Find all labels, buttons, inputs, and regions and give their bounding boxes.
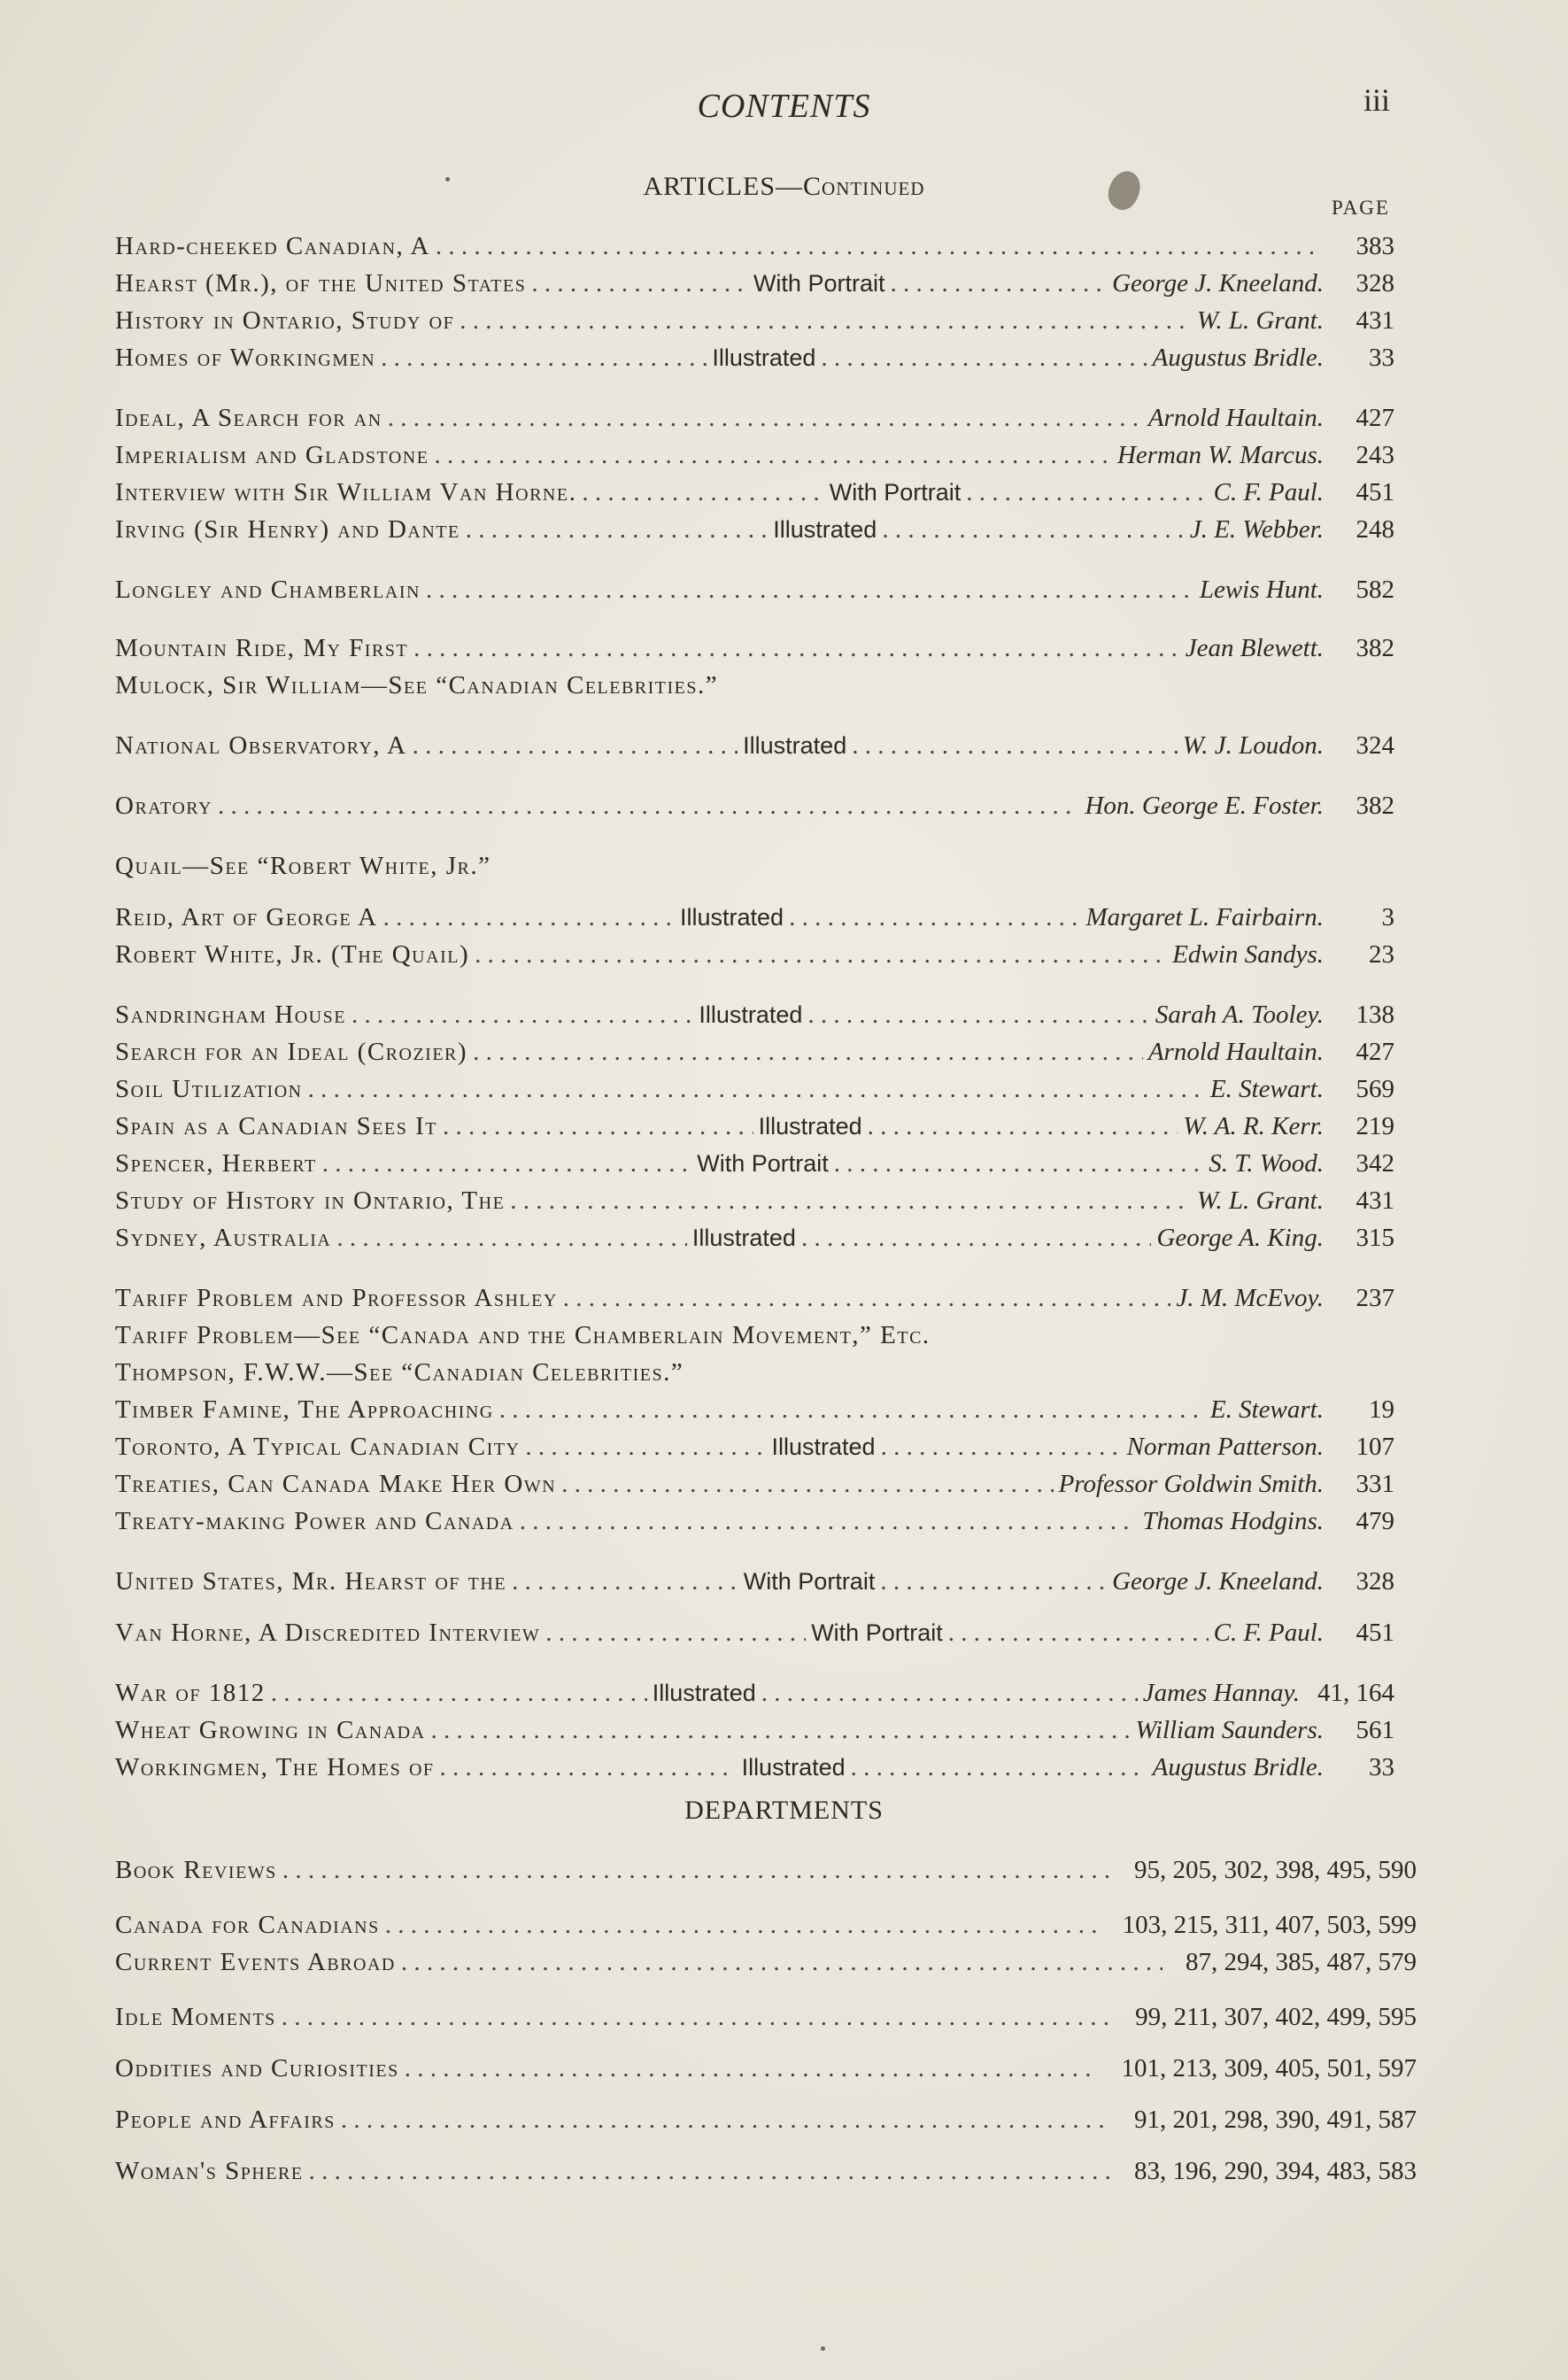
leader-dots xyxy=(531,269,748,298)
entry-author: Norman Patterson. xyxy=(1126,1433,1324,1461)
department-entry xyxy=(115,2054,1417,2083)
speck xyxy=(821,2346,825,2351)
entry-page: 3 xyxy=(1381,903,1394,931)
leader-dots xyxy=(868,1112,1178,1141)
toc-entry xyxy=(115,1567,1394,1596)
entry-title: Study of History in Ontario, The xyxy=(115,1186,506,1215)
toc-entry xyxy=(115,478,1394,507)
entry-title: United States, Mr. Hearst of the xyxy=(115,1567,507,1596)
entry-page: 138 xyxy=(1356,1001,1394,1029)
leader-dots xyxy=(381,344,707,373)
entry-title: Treaties, Can Canada Make Her Own xyxy=(115,1470,557,1498)
department-entry xyxy=(115,2106,1417,2135)
leader-dots xyxy=(761,1679,1138,1708)
leader-dots xyxy=(789,903,1080,932)
entry-author: Augustus Bridle. xyxy=(1152,344,1324,372)
toc-entry xyxy=(115,306,1394,336)
entry-author: Lewis Hunt. xyxy=(1199,576,1324,604)
entry-page: 41, 164 xyxy=(1317,1679,1394,1707)
leader-dots xyxy=(341,2106,1111,2135)
entry-author: J. E. Webber. xyxy=(1189,515,1324,544)
leader-dots xyxy=(308,1075,1205,1104)
page-title: CONTENTS xyxy=(697,88,871,125)
entry-author: W. A. R. Kerr. xyxy=(1183,1112,1324,1140)
entry-title: Soil Utilization xyxy=(115,1075,303,1103)
department-title: Canada for Canadians xyxy=(115,1911,380,1939)
leader-dots xyxy=(413,634,1180,663)
entry-page: 382 xyxy=(1356,634,1394,662)
entry-page: 248 xyxy=(1356,515,1394,544)
entry-title: Mountain Ride, My First xyxy=(115,634,409,662)
departments-heading: DEPARTMENTS xyxy=(684,1796,884,1825)
entry-note: With Portrait xyxy=(829,479,962,506)
toc-entry xyxy=(115,1619,1394,1648)
entry-author: Arnold Haultain. xyxy=(1147,404,1324,432)
toc-entry xyxy=(115,731,1394,761)
entry-page: 451 xyxy=(1356,1619,1394,1647)
entry-author: George A. King. xyxy=(1156,1224,1324,1252)
leader-dots xyxy=(801,1224,1152,1253)
entry-note: With Portrait xyxy=(743,1568,876,1595)
leader-dots xyxy=(582,478,823,507)
entry-author: Thomas Hodgins. xyxy=(1142,1507,1324,1535)
toc-entry xyxy=(115,1112,1394,1141)
leader-dots xyxy=(882,515,1185,545)
department-entry xyxy=(115,2157,1417,2186)
toc-entry xyxy=(115,1433,1394,1462)
entry-author: William Saunders. xyxy=(1135,1716,1324,1744)
page-number: iii xyxy=(1363,82,1391,118)
entry-note: Illustrated xyxy=(758,1113,862,1140)
entry-note: Illustrated xyxy=(741,1754,846,1781)
entry-page: 243 xyxy=(1356,441,1394,469)
toc-entry xyxy=(115,576,1394,605)
leader-dots xyxy=(545,1619,806,1648)
toc-entry xyxy=(115,1679,1394,1708)
entry-title: Treaty-making Power and Canada xyxy=(115,1507,514,1535)
toc-entry xyxy=(115,344,1394,373)
entry-title: Toronto, A Typical Canadian City xyxy=(115,1433,521,1461)
entry-page: 431 xyxy=(1356,1186,1394,1215)
leader-dots xyxy=(807,1001,1149,1030)
entry-author: W. L. Grant. xyxy=(1196,306,1324,335)
entry-title: Imperialism and Gladstone xyxy=(115,441,429,469)
toc-entry xyxy=(115,1001,1394,1030)
leader-dots xyxy=(890,269,1107,298)
toc-entry xyxy=(115,1470,1394,1499)
entry-author: Jean Blewett. xyxy=(1185,634,1324,662)
leader-dots xyxy=(271,1679,647,1708)
entry-author: E. Stewart. xyxy=(1209,1075,1324,1103)
entry-page: 328 xyxy=(1356,269,1394,298)
entry-page: 23 xyxy=(1369,940,1394,969)
entry-note: Illustrated xyxy=(691,1225,796,1251)
toc-entry xyxy=(115,1075,1394,1104)
entry-page: 561 xyxy=(1356,1716,1394,1744)
entry-title: Thompson, F.W.W.—See “Canadian Celebrities.” xyxy=(115,1358,684,1387)
leader-dots xyxy=(499,1395,1205,1425)
entry-page: 427 xyxy=(1356,404,1394,432)
entry-title: Tariff Problem—See “Canada and the Chamberlain Movement,” Etc. xyxy=(115,1321,931,1349)
entry-page: 315 xyxy=(1356,1224,1394,1252)
entry-title: National Observatory, A xyxy=(115,731,407,760)
department-entry xyxy=(115,1948,1417,1977)
entry-author: S. T. Wood. xyxy=(1209,1149,1324,1178)
entry-title: Reid, Art of George A xyxy=(115,903,378,931)
entry-note: With Portrait xyxy=(811,1619,943,1646)
entry-author: James Hannay. xyxy=(1142,1679,1300,1707)
entry-page: 324 xyxy=(1356,731,1394,760)
leader-dots xyxy=(821,344,1147,373)
entry-author: Sarah A. Tooley. xyxy=(1155,1001,1324,1029)
entry-author: George J. Kneeland. xyxy=(1112,1567,1324,1596)
leader-dots xyxy=(431,1716,1131,1745)
articles-heading-main: ARTICLES— xyxy=(643,172,804,201)
entry-title: Workingmen, The Homes of xyxy=(115,1753,435,1781)
entry-note: Illustrated xyxy=(771,1433,876,1460)
entry-note: Illustrated xyxy=(743,732,847,759)
leader-dots xyxy=(436,232,1318,261)
department-pages: 101, 213, 309, 405, 501, 597 xyxy=(1121,2054,1417,2082)
department-pages: 103, 215, 311, 407, 503, 599 xyxy=(1122,1911,1417,1939)
leader-dots xyxy=(475,940,1167,970)
entry-author: E. Stewart. xyxy=(1209,1395,1324,1424)
toc-entry xyxy=(115,1224,1394,1253)
leader-dots xyxy=(385,1911,1100,1940)
leader-dots xyxy=(309,2157,1111,2186)
toc-entry xyxy=(115,940,1394,970)
department-entry xyxy=(115,1856,1417,1885)
entry-author: J. M. McEvoy. xyxy=(1176,1284,1324,1312)
leader-dots xyxy=(434,441,1111,470)
entry-title: Search for an Ideal (Crozier) xyxy=(115,1038,468,1066)
leader-dots xyxy=(834,1149,1204,1178)
toc-entry xyxy=(115,1284,1394,1313)
toc-entry xyxy=(115,1507,1394,1536)
entry-title: Timber Famine, The Approaching xyxy=(115,1395,494,1424)
entry-author: Augustus Bridle. xyxy=(1152,1753,1325,1781)
entry-note: With Portrait xyxy=(697,1150,829,1177)
leader-dots xyxy=(426,576,1194,605)
toc-entry xyxy=(115,671,1394,700)
speck xyxy=(445,177,450,182)
entry-page: 19 xyxy=(1369,1395,1394,1424)
leader-dots xyxy=(520,1507,1138,1536)
entry-author: Margaret L. Fairbairn. xyxy=(1085,903,1324,931)
toc-entry xyxy=(115,269,1394,298)
leader-dots xyxy=(336,1224,687,1253)
entry-note: Illustrated xyxy=(652,1680,756,1706)
entry-title: Sandringham House xyxy=(115,1001,346,1029)
entry-title: Van Horne, A Discredited Interview xyxy=(115,1619,541,1647)
toc-entry xyxy=(115,515,1394,545)
entry-author: Herman W. Marcus. xyxy=(1116,441,1324,469)
department-title: Woman's Sphere xyxy=(115,2157,304,2185)
toc-entry xyxy=(115,903,1394,932)
entry-page: 342 xyxy=(1356,1149,1394,1178)
toc-entry xyxy=(115,792,1394,821)
entry-author: C. F. Paul. xyxy=(1213,478,1325,506)
department-pages: 83, 196, 290, 394, 483, 583 xyxy=(1134,2157,1417,2185)
entry-title: War of 1812 xyxy=(115,1679,266,1707)
entry-title: Ideal, A Search for an xyxy=(115,404,382,432)
department-pages: 99, 211, 307, 402, 499, 595 xyxy=(1135,2003,1417,2031)
page-column-label: PAGE xyxy=(1332,197,1390,219)
leader-dots xyxy=(322,1149,692,1178)
entry-author: Arnold Haultain. xyxy=(1147,1038,1324,1066)
entry-page: 33 xyxy=(1369,1753,1395,1781)
leader-dots xyxy=(218,792,1079,821)
toc-entry xyxy=(115,1716,1394,1745)
toc-entry xyxy=(115,1395,1394,1425)
leader-dots xyxy=(561,1470,1053,1499)
leader-dots xyxy=(351,1001,693,1030)
leader-dots xyxy=(948,1619,1209,1648)
leader-dots xyxy=(282,2003,1112,2032)
toc-entry xyxy=(115,232,1394,261)
entry-page: 107 xyxy=(1356,1433,1394,1461)
entry-page: 237 xyxy=(1356,1284,1394,1312)
leader-dots xyxy=(388,404,1143,433)
leader-dots xyxy=(383,903,675,932)
leader-dots xyxy=(473,1038,1143,1067)
entry-page: 383 xyxy=(1356,232,1394,260)
entry-note: With Portrait xyxy=(753,270,885,297)
leader-dots xyxy=(880,1567,1107,1596)
entry-author: C. F. Paul. xyxy=(1213,1619,1324,1647)
entry-note: Illustrated xyxy=(699,1001,803,1028)
leader-dots xyxy=(525,1433,766,1462)
entry-title: History in Ontario, Study of xyxy=(115,306,455,335)
entry-page: 451 xyxy=(1356,478,1395,506)
leader-dots xyxy=(510,1186,1192,1216)
entry-author: George J. Kneeland. xyxy=(1112,269,1324,298)
entry-title: Mulock, Sir William—See “Canadian Celebrities.” xyxy=(115,671,719,699)
toc-entry xyxy=(115,1753,1394,1782)
entry-page: 328 xyxy=(1356,1567,1394,1596)
leader-dots xyxy=(460,306,1192,336)
entry-page: 219 xyxy=(1356,1112,1394,1140)
department-entry xyxy=(115,2003,1417,2032)
department-title: Current Events Abroad xyxy=(115,1948,396,1976)
entry-author: Hon. George E. Foster. xyxy=(1085,792,1324,820)
leader-dots xyxy=(282,1856,1111,1885)
entry-title: Hearst (Mr.), of the United States xyxy=(115,269,527,298)
leader-dots xyxy=(851,1753,1147,1782)
leader-dots xyxy=(405,2054,1099,2083)
leader-dots xyxy=(401,1948,1162,1977)
leader-dots xyxy=(881,1433,1122,1462)
leader-dots xyxy=(413,731,738,761)
entry-note: Illustrated xyxy=(680,904,784,931)
leader-dots xyxy=(440,1753,737,1782)
entry-page: 427 xyxy=(1356,1038,1394,1066)
entry-note: Illustrated xyxy=(712,344,816,371)
entry-title: Tariff Problem and Professor Ashley xyxy=(115,1284,558,1312)
entry-title: Robert White, Jr. (The Quail) xyxy=(115,940,470,969)
entry-page: 33 xyxy=(1368,344,1394,372)
department-entry xyxy=(115,1911,1417,1940)
entry-title: Homes of Workingmen xyxy=(115,344,376,372)
entry-author: W. J. Loudon. xyxy=(1182,731,1324,760)
toc-entry xyxy=(115,1149,1394,1178)
toc-entry xyxy=(115,441,1394,470)
entry-note: Illustrated xyxy=(773,516,877,543)
entry-title: Wheat Growing in Canada xyxy=(115,1716,426,1744)
entry-page: 569 xyxy=(1356,1075,1394,1103)
entry-title: Sydney, Australia xyxy=(115,1224,332,1252)
toc-entry xyxy=(115,1038,1394,1067)
entry-title: Irving (Sir Henry) and Dante xyxy=(115,515,460,544)
entry-author: Edwin Sandys. xyxy=(1172,940,1324,969)
department-title: Oddities and Curiosities xyxy=(115,2054,399,2082)
department-title: People and Affairs xyxy=(115,2106,336,2134)
department-pages: 87, 294, 385, 487, 579 xyxy=(1186,1948,1417,1976)
leader-dots xyxy=(852,731,1178,761)
entry-title: Hard-cheeked Canadian, A xyxy=(115,232,430,260)
entry-title: Spain as a Canadian Sees It xyxy=(115,1112,437,1140)
leader-dots xyxy=(466,515,769,545)
entry-page: 382 xyxy=(1356,792,1394,820)
toc-entry xyxy=(115,1358,1394,1387)
department-title: Idle Moments xyxy=(115,2003,276,2031)
entry-page: 479 xyxy=(1356,1507,1394,1535)
leader-dots xyxy=(563,1284,1171,1313)
entry-title: Spencer, Herbert xyxy=(115,1149,317,1178)
entry-title: Quail—See “Robert White, Jr.” xyxy=(115,852,491,880)
leader-dots xyxy=(443,1112,753,1141)
toc-entry xyxy=(115,852,1394,881)
entry-page: 331 xyxy=(1356,1470,1394,1498)
department-pages: 91, 201, 298, 390, 491, 587 xyxy=(1134,2106,1417,2134)
entry-title: Longley and Chamberlain xyxy=(115,576,421,604)
toc-entry xyxy=(115,634,1394,663)
entry-title: Oratory xyxy=(115,792,212,820)
department-title: Book Reviews xyxy=(115,1856,277,1884)
department-pages: 95, 205, 302, 398, 495, 590 xyxy=(1134,1856,1417,1884)
leader-dots xyxy=(512,1567,738,1596)
entry-page: 582 xyxy=(1356,576,1394,604)
entry-title: Interview with Sir William Van Horne. xyxy=(115,478,577,506)
entry-author: Professor Goldwin Smith. xyxy=(1058,1470,1324,1498)
entry-author: W. L. Grant. xyxy=(1196,1186,1324,1215)
leader-dots xyxy=(966,478,1208,507)
entry-page: 431 xyxy=(1356,306,1394,335)
toc-entry xyxy=(115,404,1394,433)
toc-entry xyxy=(115,1186,1394,1216)
articles-heading-continued: Continued xyxy=(803,172,925,201)
toc-entry xyxy=(115,1321,1394,1350)
